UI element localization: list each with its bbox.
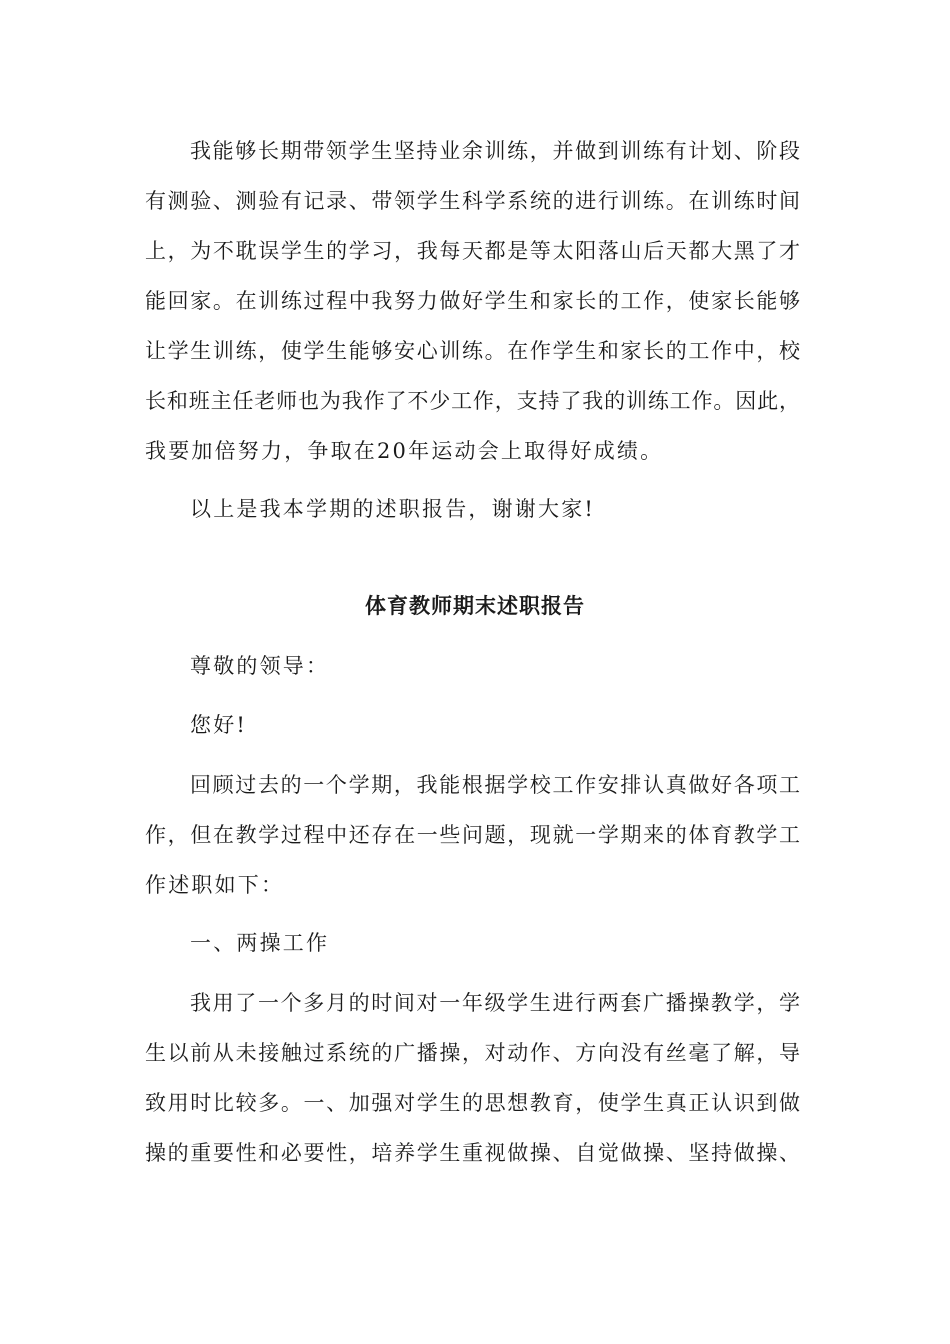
section-heading: 一、两操工作: [190, 931, 330, 955]
paragraph-line: 长和班主任老师也为我作了不少工作，支持了我的训练工作。因此，: [145, 389, 800, 413]
paragraph-line: 有测验、测验有记录、带领学生科学系统的进行训练。在训练时间: [145, 189, 800, 213]
paragraph-line: 作述职如下：: [145, 873, 285, 897]
paragraph-line: 我用了一个多月的时间对一年级学生进行两套广播操教学，学: [190, 991, 800, 1015]
paragraph-line: 回顾过去的一个学期，我能根据学校工作安排认真做好各项工: [190, 773, 800, 797]
paragraph-line: 上，为不耽误学生的学习，我每天都是等太阳落山后天都大黑了才: [145, 239, 800, 263]
paragraph-line: 我能够长期带领学生坚持业余训练，并做到训练有计划、阶段: [190, 139, 800, 163]
paragraph-line: 作，但在教学过程中还存在一些问题，现就一学期来的体育教学工: [145, 823, 800, 847]
paragraph-line: 生以前从未接触过系统的广播操，对动作、方向没有丝毫了解，导: [145, 1041, 800, 1065]
paragraph-line: 致用时比较多。一、加强对学生的思想教育，使学生真正认识到做: [145, 1091, 800, 1115]
paragraph-line: 操的重要性和必要性，培养学生重视做操、自觉做操、坚持做操、: [145, 1141, 800, 1165]
closing-line: 以上是我本学期的述职报告，谢谢大家!: [190, 497, 596, 521]
paragraph-line: 能回家。在训练过程中我努力做好学生和家长的工作，使家长能够: [145, 289, 800, 313]
greeting: 您好!: [190, 713, 248, 737]
salutation: 尊敬的领导：: [190, 654, 330, 678]
paragraph-line: 我要加倍努力，争取在20年运动会上取得好成绩。: [145, 439, 664, 463]
paragraph-line: 让学生训练，使学生能够安心训练。在作学生和家长的工作中，校: [145, 339, 800, 363]
document-title: 体育教师期末述职报告: [365, 594, 585, 618]
